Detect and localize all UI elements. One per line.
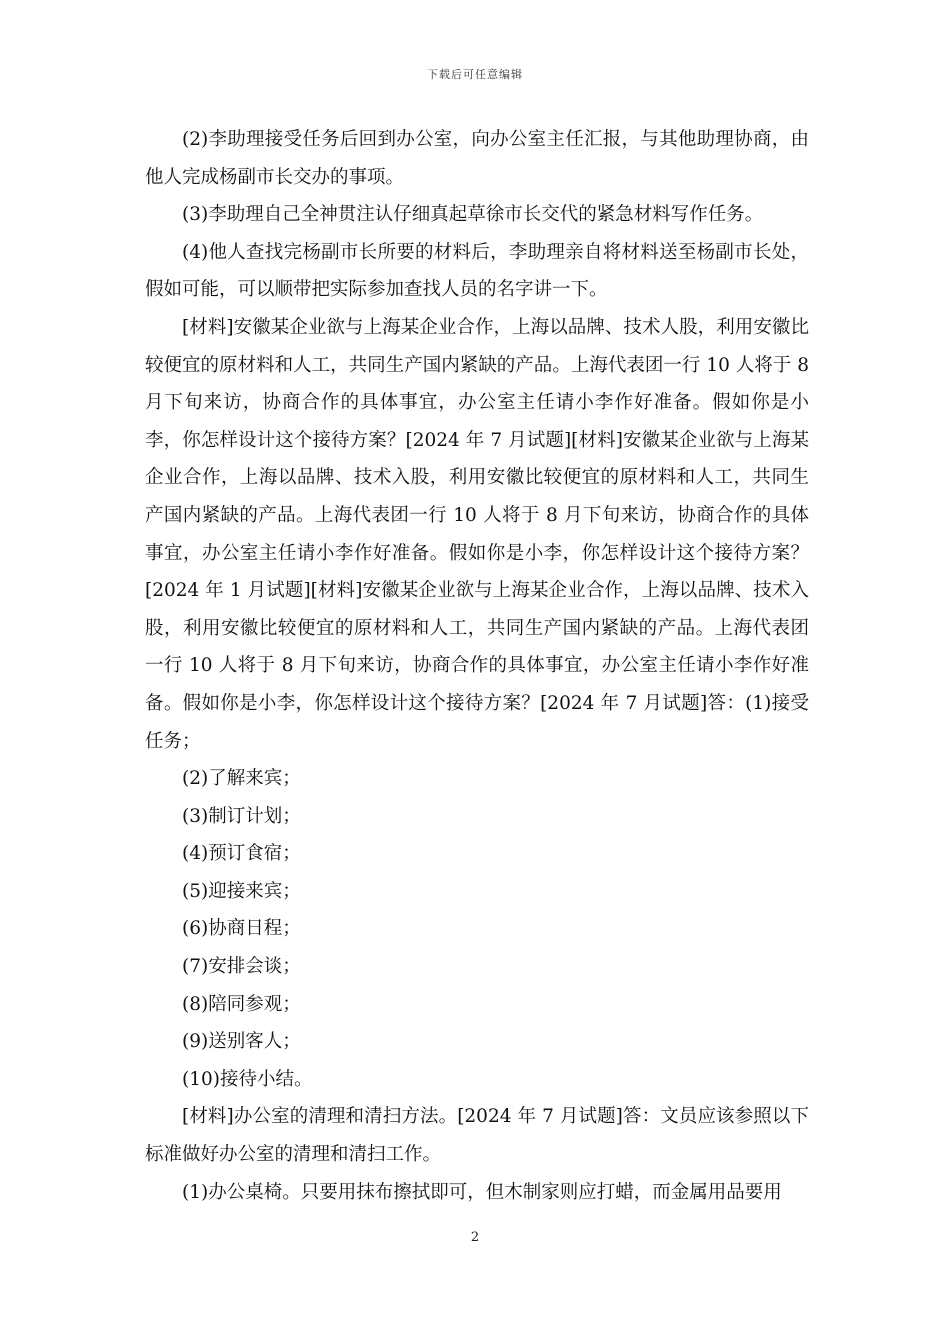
list-item: (6)协商日程；: [182, 918, 301, 940]
page-number: 2: [470, 1230, 480, 1245]
list-item: (4)预订食宿；: [182, 843, 301, 865]
paragraph: (1)办公桌椅。只要用抹布擦拭即可，但木制家则应打蜡，而金属用品要用: [182, 1181, 782, 1203]
document-body: [145, 121, 809, 1211]
list-item: (3)制订计划；: [182, 805, 301, 827]
list-item: (9)送别客人；: [182, 1031, 301, 1053]
list-item: (5)迎接来宾；: [182, 880, 301, 902]
list-item: (2)了解来宾；: [182, 768, 301, 790]
page-header: 下载后可任意编辑: [427, 68, 523, 81]
paragraph: (3)李助理自己全神贯注认仔细真起草徐市长交代的紧急材料写作任务。: [182, 204, 764, 226]
paragraph: (4)他人查找完杨副市长所要的材料后，李助理亲自将材料送至杨副市长处，假如可能，可以顺带把实际参加查找人员的名字讲一下。: [145, 241, 809, 301]
paragraph: [材料]安徽某企业欲与上海某企业合作，上海以品牌、技术人股，利用安徽比较便宜的原材料和人工，共同生产国内紧缺的产品。上海代表团一行 10 人将于 8 月下旬来访，协商合作的具体事宜，办公室主任请小李作好准备。假如你是小李，你怎样设计这个接待方案？[2024 年 7 月试题][材料]安徽某企业欲与上海某企业合作，上海以品牌、技术入股，利用安徽比较便宜的原材料和人工，共同生产国内紧缺的产品。上海代表团一行 10 人将于 8 月下旬来访，协商合作的具体事宜，办公室主任请小李作好准备。假如你是小李，你怎样设计这个接待方案？[2024 年 1 月试题][材料]安徽某企业欲与上海某企业合作，上海以品牌、技术入股，利用安徽比较便宜的原材料和人工，共同生产国内紧缺的产品。上海代表团一行 10 人将于 8 月下旬来访，协商合作的具体事宜，办公室主任请小李作好准备。假如你是小李，你怎样设计这个接待方案？[2024 年 7 月试题]答：(1)接受任务；: [145, 316, 809, 752]
list-item: (8)陪同参观；: [182, 993, 301, 1015]
paragraph: (2)李助理接受任务后回到办公室，向办公室主任汇报，与其他助理协商，由他人完成杨副市长交办的事项。: [145, 129, 809, 188]
paragraph: [材料]办公室的清理和清扫方法。[2024 年 7 月试题]答：文员应该参照以下标准做好办公室的清理和清扫工作。: [145, 1106, 809, 1166]
list-item: (7)安排会谈；: [182, 956, 301, 978]
list-item: (10)接待小结。: [182, 1068, 313, 1090]
